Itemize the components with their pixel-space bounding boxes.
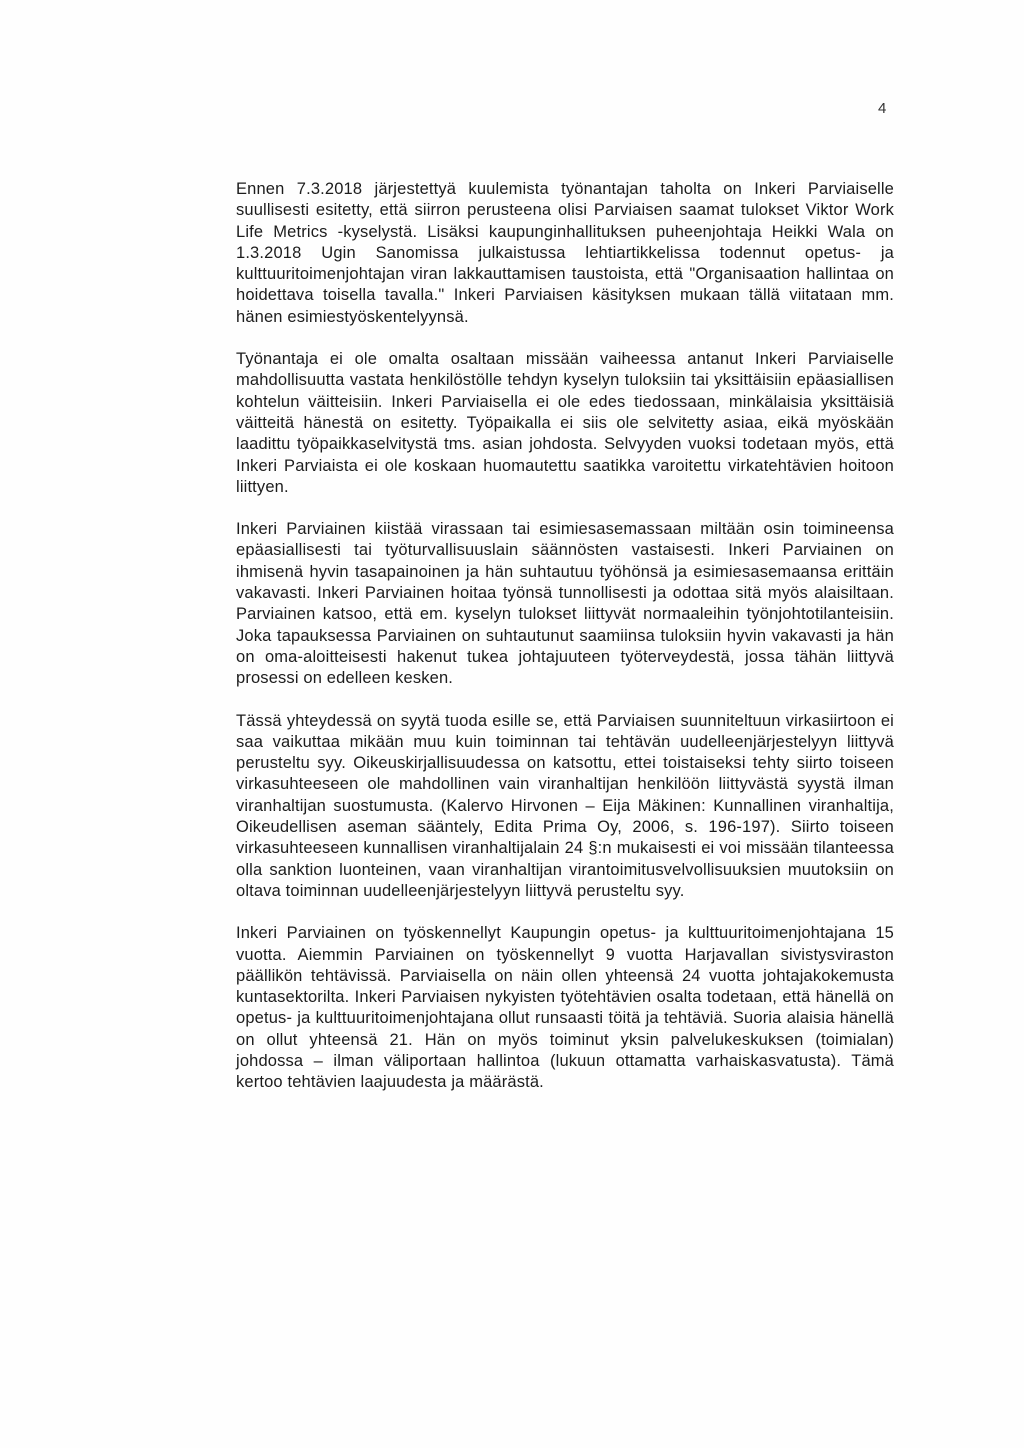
paragraph-no-opportunity-to-respond: Työnantaja ei ole omalta osaltaan missään vaiheessa antanut Inkeri Parviaiselle mahdollisuutta vastata henkilöstölle tehdyn kyselyn tuloksiin tai yksittäisiin epäasiallisen kohtelun väitteisiin. Inkeri Parviaisella ei ole edes tiedossaan, minkälaisia yksittäisiä väitteitä hänestä on esitetty. Työpaikalla ei siis ole selvitetty asiaa, eikä myöskään laadittu työpaikkaselvitystä tms. asian johdosta. Selvyyden vuoksi todetaan myös, että Inkeri Parviaista ei ole koskaan huomautettu saatikka varoitettu virkatehtävien hoitoon liittyen. <box>236 350 894 496</box>
paragraph-denial-of-misconduct: Inkeri Parviainen kiistää virassaan tai esimiesasemassaan miltään osin toimineensa epäasiallisesti tai työturvallisuuslain säännösten vastaisesti. Inkeri Parviainen on ihmisenä hyvin tasapainoinen ja hän suhtautuu työhönsä ja esimiesasemaansa erittäin vakavasti. Inkeri Parviainen hoitaa työnsä tunnollisesti ja odottaa sitä myös alaisiltaan. Parviainen katsoo, että em. kyselyn tulokset liittyvät normaaleihin työnjohtotilanteisiin. Joka tapauksessa Parviainen on suhtautunut saamiinsa tuloksiin hyvin vakavasti ja hän on oma-aloitteisesti hakenut tukea johtajuuteen työterveydestä, jossa tähän liittyvä prosessi on edelleen kesken. <box>236 520 894 688</box>
paragraph-work-experience: Inkeri Parviainen on työskennellyt Kaupungin opetus- ja kulttuuritoimenjohtajana 15 vuotta. Aiemmin Parviainen on työskennellyt 9 vuotta Harjavallan sivistysviraston päällikön tehtävissä. Parviaisella on näin ollen yhteensä 24 vuotta johtajakokemusta kuntasektorilta. Inkeri Parviaisen nykyisten työtehtävien osalta todetaan, että hänellä on opetus- ja kulttuuritoimenjohtajana ollut runsaasti töitä ja tehtäviä. Suoria alaisia hänellä on ollut yhteensä 21. Hän on myös toiminut yksin palvelukeskuksen (toimialan) johdossa – ilman väliportaan hallintoa (lukuun ottamatta varhaiskasvatusta). Tämä kertoo tehtävien laajuudesta ja määrästä. <box>236 924 894 1092</box>
page-number: 4 <box>878 100 887 117</box>
paragraph-legal-grounds-for-transfer: Tässä yhteydessä on syytä tuoda esille se, että Parviaisen suunniteltuun virkasiirtoon ei saa vaikuttaa mikään muu kuin toiminnan tai tehtävän uudelleenjärjestelyyn liittyvä perusteltu syy. Oikeuskirjallisuudessa on katsottu, ettei toistaiseksi tehty siirto toiseen virkasuhteeseen ole mahdollinen vain viranhaltijan henkilöön liittyvästä syystä ilman viranhaltijan suostumusta. (Kalervo Hirvonen – Eija Mäkinen: Kunnallinen viranhaltija, Oikeudellisen aseman sääntely, Edita Prima Oy, 2006, s. 196-197). Siirto toiseen virkasuhteeseen kunnallisen viranhaltijalain 24 §:n mukaisesti ei voi missään tilanteessa olla sanktion luonteinen, vaan viranhaltijan virantoimitusvelvollisuuksien muutoksiin on oltava toiminnan uudelleenjärjestelyyn liittyvä perusteltu syy. <box>236 711 894 900</box>
document-body <box>236 179 894 1094</box>
paragraph-hearing-background: Ennen 7.3.2018 järjestettyä kuulemista työnantajan taholta on Inkeri Parviaiselle suullisesti esitetty, että siirron perusteena olisi Parviaisen saamat tulokset Viktor Work Life Metrics -kyselystä. Lisäksi kaupunginhallituksen puheenjohtaja Heikki Wala on 1.3.2018 Ugin Sanomissa julkaistussa lehtiartikkelissa todennut opetus- ja kulttuuritoimenjohtajan viran lakkauttamisen taustoista, että "Organisaation hallintaa on hoidettava toisella tavalla." Inkeri Parviaisen käsityksen mukaan tällä viitataan mm. hänen esimiestyöskentelyynsä. <box>236 180 894 326</box>
